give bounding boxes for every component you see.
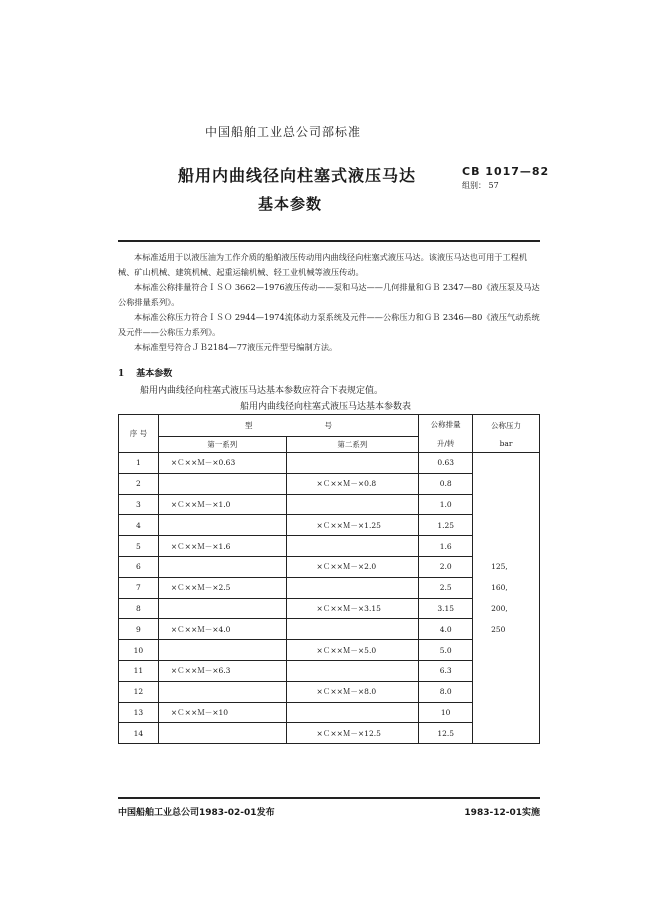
displacement-value: 0.8 [419,473,473,494]
series2-model: ×Ｃ××Ｍ－×2.0 [286,556,419,577]
displacement-value: 1.6 [419,536,473,557]
row-number: 8 [119,598,159,619]
series2-model [286,577,419,598]
series1-model [158,556,286,577]
row-number: 9 [119,619,159,640]
header-model-char2: 号 [324,421,333,430]
series2-model [286,494,419,515]
header-displacement-label: 公称排量 [430,419,461,429]
row-number: 14 [119,723,159,744]
displacement-value: 6.3 [419,660,473,681]
series1-model: ×Ｃ××Ｍ－×1.0 [158,494,286,515]
displacement-value: 1.25 [419,515,473,536]
row-number: 3 [119,494,159,515]
series2-model: ×Ｃ××Ｍ－×12.5 [286,723,419,744]
header-model-char1: 型 [245,421,253,430]
header-divider [118,240,540,242]
series2-model: ×Ｃ××Ｍ－×0.8 [286,473,419,494]
row-number: 4 [119,515,159,536]
paragraph-model: 本标准型号符合ＪＢ2184—77液压元件型号编制方法。 [134,342,338,352]
paragraph-scope: 本标准适用于以液压油为工作介质的船舶液压传动用内曲线径向柱塞式液压马达。该液压马达也可用于工程机械、矿山机械、建筑机械、起重运输机械、轻工业机械等液压传动。 [118,252,528,277]
displacement-value: 12.5 [419,723,473,744]
series1-model: ×Ｃ××Ｍ－×1.6 [158,536,286,557]
header-pressure-unit: bar [499,438,513,448]
series1-model [158,598,286,619]
displacement-value: 3.15 [419,598,473,619]
pressure-values-cell [473,453,540,744]
displacement-value: 4.0 [419,619,473,640]
pressure-value: 200, [491,604,508,614]
document-subtitle: 基本参数 [258,195,323,213]
header-series-1: 第一系列 [158,437,286,453]
scope-paragraphs [118,250,540,355]
table-caption: 船用内曲线径向柱塞式液压马达基本参数表 [240,402,412,412]
effective-date: 1983-12-01实施 [464,808,540,818]
series1-model: ×Ｃ××Ｍ－×2.5 [158,577,286,598]
displacement-value: 8.0 [419,681,473,702]
header-pressure-label: 公称压力 [491,420,522,430]
group-number: 组别： 57 [462,181,499,190]
standard-code: CB 1017—82 [462,165,550,178]
series1-model: ×Ｃ××Ｍ－×10 [158,702,286,723]
row-number: 5 [119,536,159,557]
series2-model [286,453,419,474]
footer-divider [118,797,540,799]
series2-model [286,536,419,557]
pressure-value: 250 [491,625,506,635]
paragraph-pressure: 本标准公称压力符合ＩＳＯ 2944—1974流体动力泵系统及元件——公称压力和ＧＢ 2346—80《液压气动系统及元件——公称压力系列》。 [118,312,540,337]
displacement-value: 5.0 [419,640,473,661]
series2-model: ×Ｃ××Ｍ－×1.25 [286,515,419,536]
series1-model: ×Ｃ××Ｍ－×0.63 [158,453,286,474]
section-title: 基本参数 [136,369,173,379]
header-displacement-unit: 升/转 [436,438,455,448]
header-model [158,415,418,437]
displacement-value: 0.63 [419,453,473,474]
paragraph-displacement: 本标准公称排量符合ＩＳＯ 3662—1976液压传动——泵和马达——几何排量和ＧＢ 2347—80《液压泵及马达公称排量系列》。 [118,282,540,307]
displacement-value: 1.0 [419,494,473,515]
series1-model [158,681,286,702]
row-number: 13 [119,702,159,723]
section-number: 1 [118,369,125,379]
header-displacement [419,415,473,453]
row-number: 12 [119,681,159,702]
displacement-value: 2.5 [419,577,473,598]
displacement-value: 2.0 [419,556,473,577]
series2-model [286,660,419,681]
row-number: 1 [119,453,159,474]
pressure-value: 160, [491,583,508,593]
section-heading [118,366,184,379]
table-row [119,453,540,474]
series2-model: ×Ｃ××Ｍ－×3.15 [286,598,419,619]
series1-model [158,473,286,494]
series2-model: ×Ｃ××Ｍ－×8.0 [286,681,419,702]
series1-model [158,723,286,744]
row-number: 10 [119,640,159,661]
parameter-table [118,414,540,744]
header-pressure [473,415,540,453]
series1-model: ×Ｃ××Ｍ－×6.3 [158,660,286,681]
series1-model: ×Ｃ××Ｍ－×4.0 [158,619,286,640]
displacement-value: 10 [419,702,473,723]
pressure-value: 125, [491,562,508,572]
row-number: 6 [119,556,159,577]
row-number: 11 [119,660,159,681]
issuing-org-heading: 中国船舶工业总公司部标准 [205,125,362,139]
row-number: 2 [119,473,159,494]
issue-date: 中国船舶工业总公司1983-02-01发布 [118,808,275,818]
series1-model [158,640,286,661]
series1-model [158,515,286,536]
header-series-2: 第二系列 [286,437,419,453]
series2-model [286,619,419,640]
series2-model [286,702,419,723]
series2-model: ×Ｃ××Ｍ－×5.0 [286,640,419,661]
header-seq: 序 号 [119,415,159,453]
document-title: 船用内曲线径向柱塞式液压马达 [178,166,417,185]
section-intro: 船用内曲线径向柱塞式液压马达基本参数应符合下表规定值。 [140,386,384,396]
row-number: 7 [119,577,159,598]
